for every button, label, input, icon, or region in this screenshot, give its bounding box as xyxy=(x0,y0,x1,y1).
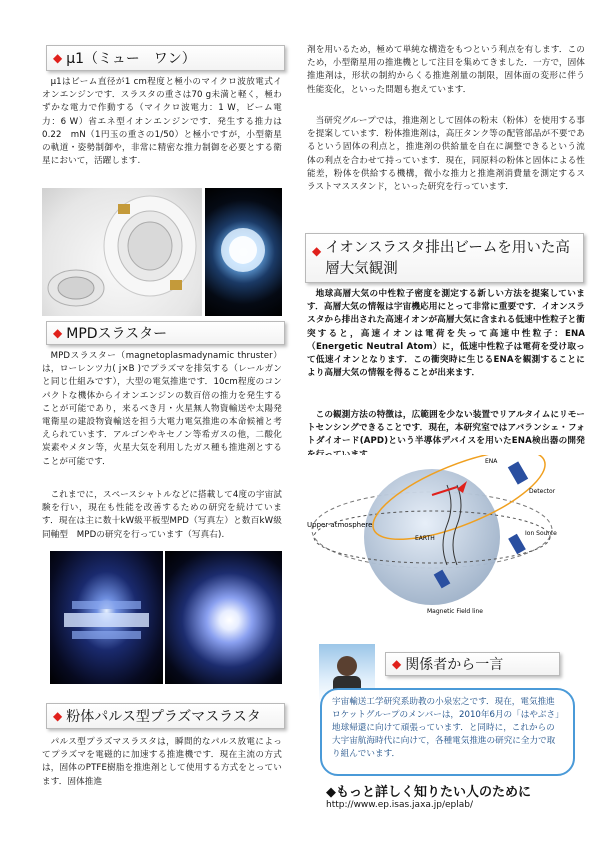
detector-label: Detector xyxy=(529,488,556,495)
mpd-heading-text: MPDスラスター xyxy=(66,326,168,342)
powder-paragraph: パルス型プラズマスラスタは，瞬間的なパルス放電によってプラズマを電磁的に加速する推進機です．現在主流の方式は，固体のPTFE樹脂を推進剤として使用する方式をとっています．固体推進 xyxy=(42,737,282,787)
comment-callout: 宇宙輸送工学研究系助教の小泉宏之です．現在，電気推進ロケットグループのメンバーは，2010年6月の「はやぶさ」地球帰還に向けて頑張っています．と同時に，これからの大宇宙航海時代に向けて，各種電気推進の研究に全力で取り組んでいます． xyxy=(320,688,575,776)
mu1-paragraph: μ1はビーム直径が1 cm程度と極小のマイクロ波放電式イオンエンジンです．スラスタの重さは70 g未満と軽く，極わずかな電力で作動する（マイクロ波電力：1 W，ビーム電力：6 W）省エネ型イオンエンジンです．発生する推力は0.22 mN（1円玉の重さの1/50）と極小ですが，小型衛星の軌道・姿勢制御や，非常に精密な推力制御を必要とする衛星において，活躍します. xyxy=(42,77,282,167)
comment-heading xyxy=(385,652,560,676)
ion-source-label: Ion Source xyxy=(525,530,557,537)
ena-label: ENA xyxy=(485,458,498,465)
ena-diagram-svg xyxy=(307,455,587,627)
powder-paragraph-continued: 剤を用いるため，極めて単純な構造をもつという利点を有します．このため，小型衛星用の推進機として注目を集めてきました．一方で，固体推進剤は，形状の制約からくる推進剤量の制限，固体面の変形に伴う性能変化，といった問題も抱えています． xyxy=(307,45,585,95)
mu1-thruster-photo xyxy=(42,188,202,316)
ion-paragraph-1: 地球高層大気の中性粒子密度を測定する新しい方法を提案しています．高層大気の情報は宇宙機応用にとって非常に重要です．イオンスラスタから排出された高速イオンが高層大気に含まれる低速中性粒子と衝突すると，高速イオンは電荷を失って高速中性粒子：ENA（Energetic Neutral Atom）に，低速中性粒子は電荷を受け取って低速イオンとなります．この衝突時に生じるENAを観測することにより高層大気の情報を得ることが出来ます． xyxy=(307,289,585,379)
ion-heading xyxy=(305,233,584,283)
powder-heading-text: 粉体パルス型プラズマスラスタ xyxy=(66,709,261,725)
ena-diagram xyxy=(307,455,587,627)
ion-paragraph-2: この観測方法の特徴は，広範囲を少ない装置でリアルタイムにリモートセンシングできることです．現在，本研究室ではアバランシェ・フォトダイオード(APD)という半導体デバイスを用いたENA検出器の開発 xyxy=(307,410,585,447)
mu1-heading-text: μ1（ミュー ワン） xyxy=(66,51,196,67)
earth-label: EARTH xyxy=(415,535,435,542)
mu1-beam-photo xyxy=(205,188,282,316)
diamond-icon: ◆ xyxy=(53,709,63,723)
more-info-heading: ◆もっと詳しく知りたい人のために xyxy=(326,785,531,800)
mpd-paragraph-2: これまでに，スペースシャトルなどに搭載して4度の宇宙試験を行い，現在も性能を改善するための研究を続けています．現在は主に数十kW級平板型MPD（写真左）と数百kW級同軸型 MPDの研究を行っています（写真右). xyxy=(42,490,282,540)
ion-heading-text: イオンスラスタ排出ビームを用いた高層大気観測 xyxy=(325,240,570,277)
comment-heading-text: 関係者から一言 xyxy=(405,657,504,673)
mpd-heading xyxy=(46,321,285,345)
ion-beam-glow xyxy=(205,188,282,316)
upper-atmosphere-label: Upper atmosphere xyxy=(307,521,373,529)
mpd-flat-photo xyxy=(50,551,163,684)
thruster-illustration xyxy=(42,188,202,316)
diamond-icon: ◆ xyxy=(312,244,322,258)
magnetic-field-label: Magnetic Field line xyxy=(427,608,483,615)
mpd-paragraph-1: MPDスラスター（magnetoplasmadynamic thruster）は，ローレンツ力( j×B )でプラズマを排気する（レールガンと同じ仕組みです），大型の電気推進です．10cm程度のコンパクトな機体からイオンエンジンの数百倍の推力を発生することが可能であり，来るべき月・火星無人物資輸送や太陽発電衛星の建設物資輸送を担う大電力電気推進の本命候補と考えられています．アルゴンやキセノン等希ガスの他，二酸化炭素やメタン等，火星大気を利用したガス種も推進剤とすることが可能です． xyxy=(42,351,282,467)
diamond-icon: ◆ xyxy=(53,51,63,65)
mu1-heading xyxy=(46,45,285,71)
mpd-flat-glow xyxy=(50,551,163,684)
powder-heading xyxy=(46,703,285,729)
diamond-icon: ◆ xyxy=(392,657,402,671)
mpd-coaxial-photo xyxy=(165,551,282,684)
diamond-icon: ◆ xyxy=(53,326,63,340)
powder-paragraph-2: 当研究グループでは，推進剤として固体の粉末（粉体）を使用する事を提案しています．粉体推進剤は，高圧タンク等の配管部品が不要であるという固体の利点と，推進剤の供給量を自在に調整できるという流体の利点を合わせて持っています．現在，同原料の粉体と固体による性能差，粉体を供給する機構，微小な推力と推進剤消費量を測定するスラストマススタンド，といった研究を行っています． xyxy=(307,116,585,193)
more-info-url[interactable]: http://www.ep.isas.jaxa.jp/eplab/ xyxy=(326,800,474,810)
